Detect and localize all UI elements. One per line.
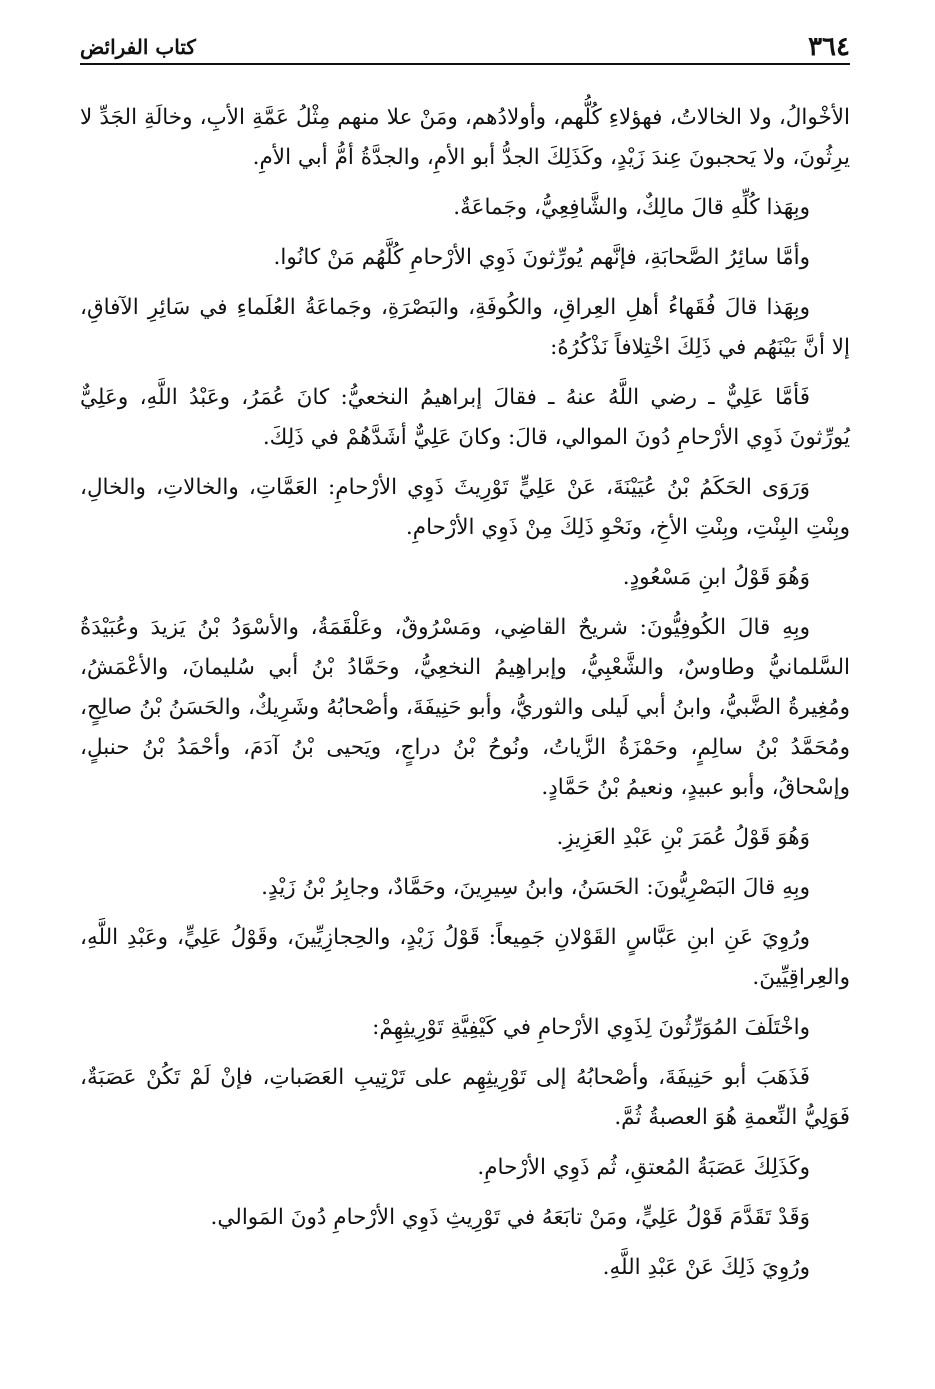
- paragraph-9: وَهُوَ قَوْلُ عُمَرَ بْنِ عَبْدِ العَزِيزِ.: [556, 825, 810, 850]
- body-text: [80, 98, 850, 1298]
- paragraph-16: ورُوِيَ ذَلِكَ عَنْ عَبْدِ اللَّهِ.: [602, 1255, 810, 1280]
- paragraph-3: وأمَّا سائِرُ الصَّحابَةِ، فإنَّهم يُورِّثونَ ذَوِي الأرْحامِ كُلَّهُم مَنْ كانُوا.: [273, 245, 810, 270]
- paragraph-7: وَهُوَ قَوْلُ ابنِ مَسْعُودٍ.: [622, 565, 810, 590]
- paragraph-1: الأخْوالُ، ولا الخالاتُ، فهؤلاءِ كُلُّهم، وأولادُهم، ومَنْ علا منهم مِثْلُ عَمَّةِ الأبِ، وخالَةِ الجَدِّ لا يرِثُونَ، ولا يَحجبونَ عِندَ زَيْدٍ، وكَذَلِكَ الجدُّ أبو الأمِ، والجدَّةُ أمُّ أبي الأمِ.: [80, 105, 850, 170]
- running-header: [80, 30, 850, 64]
- paragraph-8: وبِهِ قالَ الكُوفِيُّونَ: شريحٌ القاضِي، ومَسْرُوقٌ، وعَلْقَمَةُ، والأسْوَدُ بْنُ يَزيدَ وعُبَيْدَةُ السَّلمانيُّ وطاوسٌ، والشَّعْبِيُّ، وإبراهِيمُ النخعِيُّ، وحَمَّادُ بْنُ أبي سُليمانَ، والأعْمَشُ، ومُغِيرةُ الضَّبيُّ، وابنُ أبي لَيلى والثوريُّ، وأبو حَنِيفَةَ، وأصْحابُهُ وشَرِيكٌ، والحَسَنُ بْنُ صالِحٍ، ومُحَمَّدُ بْنُ سالِمٍ، وحَمْزَةُ الزَّياتُ، ونُوحُ بْنُ دراجٍ، ويَحيى بْنُ آدَمَ، وأحْمَدُ بْنُ حنبلٍ، وإسْحاقُ، وأبو عبيدٍ، ونعيمُ بْنُ حَمَّادٍ.: [80, 615, 850, 800]
- paragraph-15: وَقَدْ تَقَدَّمَ قَوْلُ عَلِيٍّ، ومَنْ تابَعَهُ في تَوْرِيثِ ذَوِي الأرْحامِ دُونَ المَوالي.: [210, 1205, 810, 1230]
- paragraph-13: فَذَهَبَ أبو حَنِيفَةَ، وأصْحابُهُ إلى تَوْرِيثِهِم على تَرْتِيبِ العَصَباتِ، فإنْ لَمْ تَكُنْ عَصَبَةٌ، فَوَلِيُّ النِّعمةِ هُوَ العصبةُ ثُمَّ.: [80, 1065, 850, 1130]
- page-number: ٣٦٤: [808, 32, 850, 62]
- paragraph-6: وَرَوَى الحَكَمُ بْنُ عُيَيْنَةَ، عَنْ عَلِيٍّ تَوْرِيثَ ذَوِي الأرْحامِ: العَمَّاتِ، والخالاتِ، والخالِ، وبِنْتِ البِنْتِ، وبِنْتِ الأخِ، ونَحْوِ ذَلِكَ مِنْ ذَوِي الأرْحامِ.: [80, 475, 850, 540]
- paragraph-11: ورُوِيَ عَنِ ابنِ عَبَّاسٍ القَوْلانِ جَمِيعاً: قَوْلُ زَيْدٍ، والحِجازِيِّينَ، وقَوْلُ عَلِيٍّ، وعَبْدِ اللَّهِ، والعِراقِيِّينَ.: [80, 925, 850, 990]
- paragraph-4: وبِهَذا قالَ فُقَهاءُ أهلِ العِراقِ، والكُوفَةِ، والبَصْرَةِ، وجَماعَةُ العُلَماءِ في سَائِرِ الآفاقِ، إلا أنَّ بَيْنَهُم في ذَلِكَ اخْتِلافاً نَذْكُرُهُ:: [80, 295, 850, 360]
- paragraph-12: واخْتَلَفَ المُوَرِّثُونَ لِذَوِي الأرْحامِ في كَيْفِيَّةِ تَوْرِيثِهِمْ:: [372, 1015, 810, 1040]
- paragraph-2: وبِهَذا كُلِّهِ قالَ مالِكٌ، والشَّافِعِيُّ، وجَماعَةٌ.: [453, 195, 810, 220]
- book-title: كتاب الفرائض: [80, 35, 196, 59]
- paragraph-14: وكَذَلِكَ عَصَبَةُ المُعتقِ، ثُم ذَوِي الأرْحامِ.: [477, 1155, 810, 1180]
- paragraph-10: وبِهِ قالَ البَصْرِيُّونَ: الحَسَنُ، وابنُ سِيرِينَ، وحَمَّادٌ، وجابِرُ بْنُ زَيْدٍ.: [261, 875, 810, 900]
- header-divider: [80, 63, 850, 65]
- paragraph-5: فَأمَّا عَلِيٌّ ـ رضي اللَّهُ عنهُ ـ فقالَ إبراهيمُ النخعيُّ: كانَ عُمَرُ، وعَبْدُ اللَّهِ، وعَلِيٌّ يُورِّثونَ ذَوِي الأرْحامِ دُونَ الموالي، قالَ: وكانَ عَلِيٌّ أشَدَّهُمْ في ذَلِكَ.: [80, 385, 850, 450]
